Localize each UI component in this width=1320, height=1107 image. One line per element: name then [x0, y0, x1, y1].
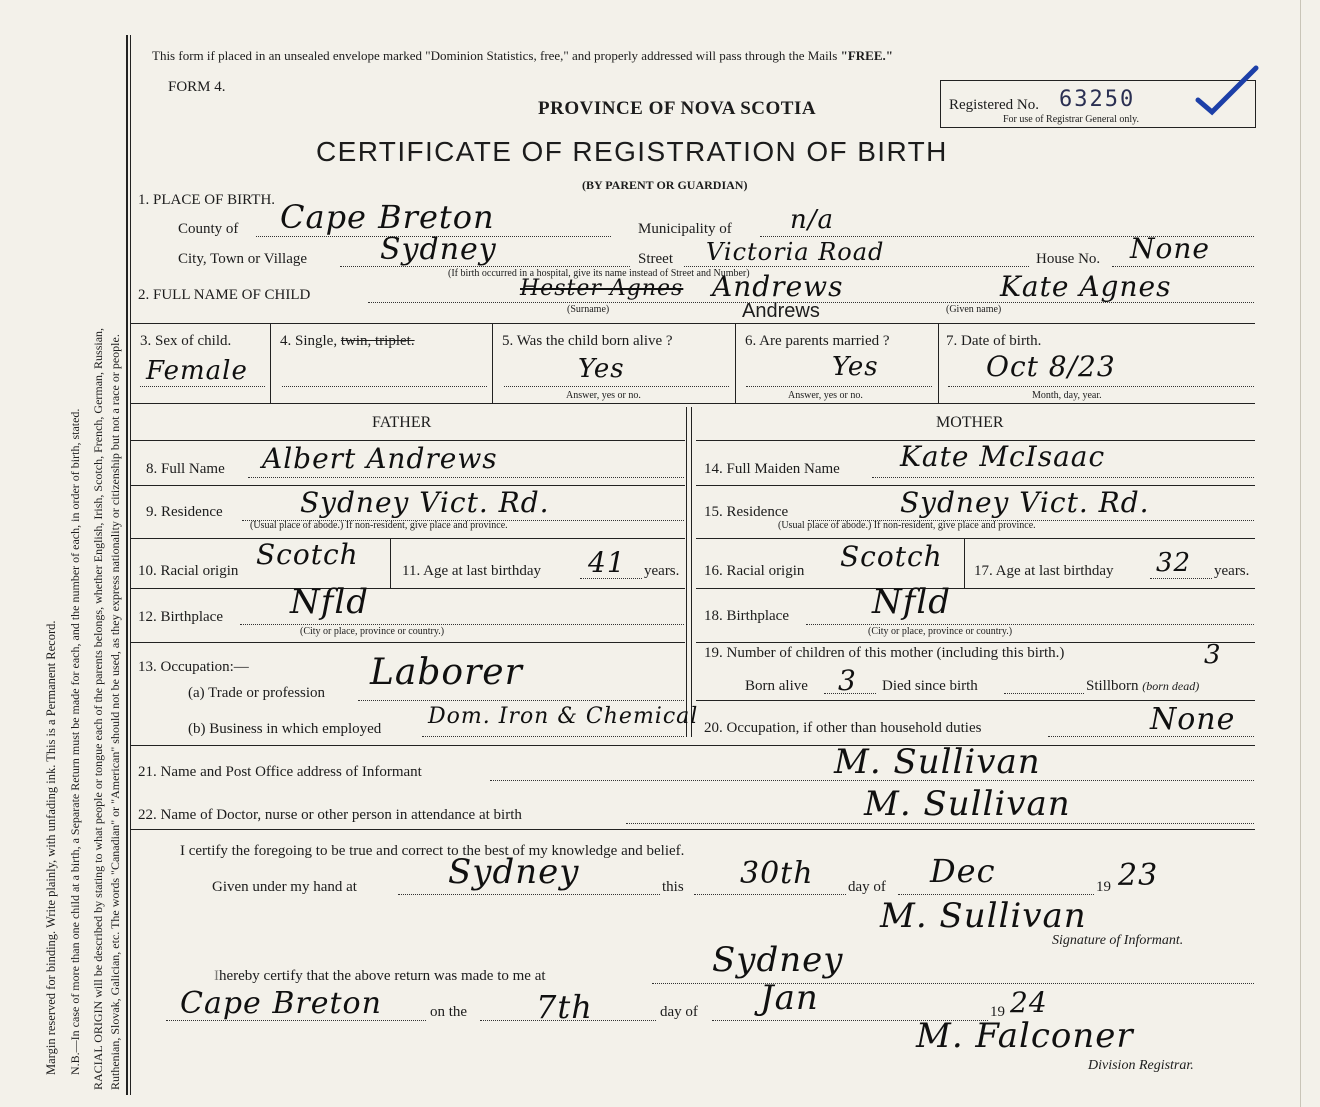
child-surname: Andrews	[712, 270, 844, 303]
mail-notice: This form if placed in an unsealed envelope marked "Dominion Statistics, free," and properly addressed will pass through the Mails "FREE."	[152, 48, 893, 63]
died-since-birth-label: Died since birth	[882, 678, 978, 694]
registrar-caption: Division Registrar.	[1088, 1058, 1194, 1073]
mother-birthplace-label: 18. Birthplace	[704, 608, 789, 624]
checkmark-icon	[1190, 60, 1265, 120]
margin-binding-note: Margin reserved for binding. Write plainly, with unfading ink. This is a Permanent Record.	[44, 620, 58, 1075]
born-alive-count-value: 3	[838, 664, 857, 697]
born-alive-caption: Answer, yes or no.	[566, 390, 641, 401]
given-day-value: 30th	[740, 856, 814, 891]
hospital-note: (If birth occurred in a hospital, give its name instead of Street and Number)	[448, 268, 750, 279]
place-of-birth-label: 1. PLACE OF BIRTH.	[138, 192, 276, 208]
father-birthplace-value: Nfld	[290, 582, 369, 622]
child-surname-correction: Andrews	[742, 300, 820, 322]
mother-residence-label: 15. Residence	[704, 504, 789, 520]
given-place-value: Sydney	[448, 852, 580, 892]
father-age-label: 11. Age at last birthday	[402, 563, 541, 579]
father-trade-value: Laborer	[370, 652, 523, 693]
children-count-label: 19. Number of children of this mother (including this birth.)	[704, 645, 1065, 661]
children-count-value: 3	[1204, 640, 1222, 670]
mother-birthplace-value: Nfld	[872, 582, 951, 622]
father-business-value: Dom. Iron & Chemical	[428, 704, 699, 729]
father-birthplace-caption: (City or place, province or country.)	[300, 626, 445, 637]
mother-occupation-value: None	[1150, 702, 1236, 737]
mother-name-value: Kate McIsaac	[900, 440, 1106, 473]
mother-heading: MOTHER	[936, 414, 1004, 431]
born-alive-label: 5. Was the child born alive ?	[502, 333, 673, 349]
parents-married-caption: Answer, yes or no.	[788, 390, 863, 401]
county-label: County of	[178, 221, 239, 237]
father-birthplace-label: 12. Birthplace	[138, 609, 223, 625]
born-alive-value: Yes	[578, 354, 625, 384]
father-years-label: years.	[644, 563, 680, 579]
mother-racial-label: 16. Racial origin	[704, 563, 805, 579]
stillborn-label: Stillborn (born dead)	[1086, 678, 1200, 694]
father-name-label: 8. Full Name	[146, 461, 225, 477]
mother-racial-value: Scotch	[840, 540, 943, 573]
registrar-note: For use of Registrar General only.	[1003, 114, 1139, 125]
registrar-certify-line: Ihereby certify that the above return was made to me at	[214, 968, 546, 984]
child-name-label: 2. FULL NAME OF CHILD	[138, 287, 311, 303]
informant-signature: M. Sullivan	[880, 896, 1087, 936]
born-alive-count-label: Born alive	[745, 678, 808, 694]
mother-age-label: 17. Age at last birthday	[974, 563, 1114, 579]
this-label: this	[662, 879, 684, 895]
registrar-signature: M. Falconer	[916, 1016, 1134, 1056]
child-surname-struck: Hester Agnes	[520, 276, 684, 301]
informant-label: 21. Name and Post Office address of Informant	[138, 764, 422, 780]
registrar-year-value: 24	[1010, 986, 1048, 1019]
father-racial-value: Scotch	[256, 538, 359, 571]
certify-statement: I certify the foregoing to be true and correct to the best of my knowledge and belief.	[180, 843, 685, 859]
street-value: Victoria Road	[706, 238, 885, 266]
father-residence-caption: (Usual place of abode.) If non-resident, give place and province.	[250, 520, 508, 531]
given-day-of-label: day of	[848, 879, 886, 895]
page-edge	[1300, 0, 1301, 1107]
date-of-birth-label: 7. Date of birth.	[946, 333, 1042, 349]
page-subtitle: (BY PARENT OR GUARDIAN)	[582, 178, 748, 192]
margin-rule-inner	[130, 35, 131, 1095]
page-title: CERTIFICATE OF REGISTRATION OF BIRTH	[316, 136, 948, 167]
mother-years-label: years.	[1214, 563, 1250, 579]
doctor-label: 22. Name of Doctor, nurse or other person in attendance at birth	[138, 807, 522, 823]
mother-birthplace-caption: (City or place, province or country.)	[868, 626, 1013, 637]
father-racial-label: 10. Racial origin	[138, 563, 239, 579]
father-trade-label: (a) Trade or profession	[188, 685, 326, 701]
father-name-value: Albert Andrews	[262, 442, 498, 475]
form-number: FORM 4.	[168, 79, 226, 95]
sex-value: Female	[146, 356, 248, 386]
mother-name-label: 14. Full Maiden Name	[704, 461, 840, 477]
given-under-hand-label: Given under my hand at	[212, 879, 357, 895]
parents-married-value: Yes	[832, 352, 879, 382]
date-of-birth-caption: Month, day, year.	[1032, 390, 1102, 401]
registrar-county-value: Cape Breton	[180, 986, 382, 1021]
given-month-value: Dec	[930, 852, 996, 890]
city-label: City, Town or Village	[178, 251, 308, 267]
given-year-value: 23	[1118, 858, 1159, 893]
house-value: None	[1130, 232, 1210, 265]
registrar-place-value: Sydney	[712, 940, 844, 980]
parents-married-label: 6. Are parents married ?	[745, 333, 890, 349]
doctor-value: M. Sullivan	[864, 784, 1071, 824]
margin-rule	[126, 35, 128, 1095]
municipality-value: n/a	[790, 205, 835, 235]
informant-value: M. Sullivan	[834, 742, 1041, 782]
registrar-year-prefix: 19	[990, 1004, 1005, 1020]
province-heading: PROVINCE OF NOVA SCOTIA	[538, 98, 817, 119]
street-label: Street	[638, 251, 673, 267]
municipality-label: Municipality of	[638, 221, 732, 237]
registrar-month-value: Jan	[760, 978, 819, 1018]
surname-caption: (Surname)	[567, 304, 610, 315]
father-occupation-label: 13. Occupation:—	[138, 659, 249, 675]
child-given-name: Kate Agnes	[1000, 270, 1172, 303]
sex-label: 3. Sex of child.	[140, 333, 232, 349]
father-age-value: 41	[588, 546, 626, 579]
registered-label: Registered No.	[949, 97, 1039, 113]
father-residence-value: Sydney Vict. Rd.	[300, 486, 550, 519]
city-value: Sydney	[380, 232, 497, 267]
father-business-label: (b) Business in which employed	[188, 721, 382, 737]
date-of-birth-value: Oct 8/23	[986, 350, 1116, 383]
given-year-prefix: 19	[1096, 879, 1111, 895]
registrar-day-of-label: day of	[660, 1004, 698, 1020]
on-the-label: on the	[430, 1004, 468, 1020]
single-twin-label: 4. Single, twin, triplet.	[280, 333, 415, 349]
mother-residence-caption: (Usual place of abode.) If non-resident, give place and province.	[778, 520, 1036, 531]
father-residence-label: 9. Residence	[146, 504, 223, 520]
signature-caption: Signature of Informant.	[1052, 933, 1184, 948]
mother-age-value: 32	[1156, 548, 1192, 578]
margin-racial-note-1: RACIAL ORIGIN will be described by stating to what people or tongue each of the parents belongs, whether English, Irish, Scotch, French, German, Russian,	[91, 327, 105, 1090]
registered-value: 63250	[1059, 87, 1136, 112]
registrar-day-value: 7th	[536, 988, 593, 1026]
house-label: House No.	[1036, 251, 1101, 267]
father-heading: FATHER	[372, 414, 432, 431]
county-value: Cape Breton	[280, 198, 495, 236]
mother-residence-value: Sydney Vict. Rd.	[900, 486, 1150, 519]
margin-racial-note-2: Ruthenian, Slovak, Galician, etc. The words "Canadian" or "American" should not be used, as they express nationality or citizenship but not a race or people.	[108, 334, 122, 1090]
given-name-caption: (Given name)	[946, 304, 1002, 315]
mother-occupation-label: 20. Occupation, if other than household duties	[704, 720, 982, 736]
margin-nb-note: N.B.—In case of more than one child at a birth, a Separate Return must be made for each, and the number of each, in order of birth, stated.	[68, 408, 82, 1075]
